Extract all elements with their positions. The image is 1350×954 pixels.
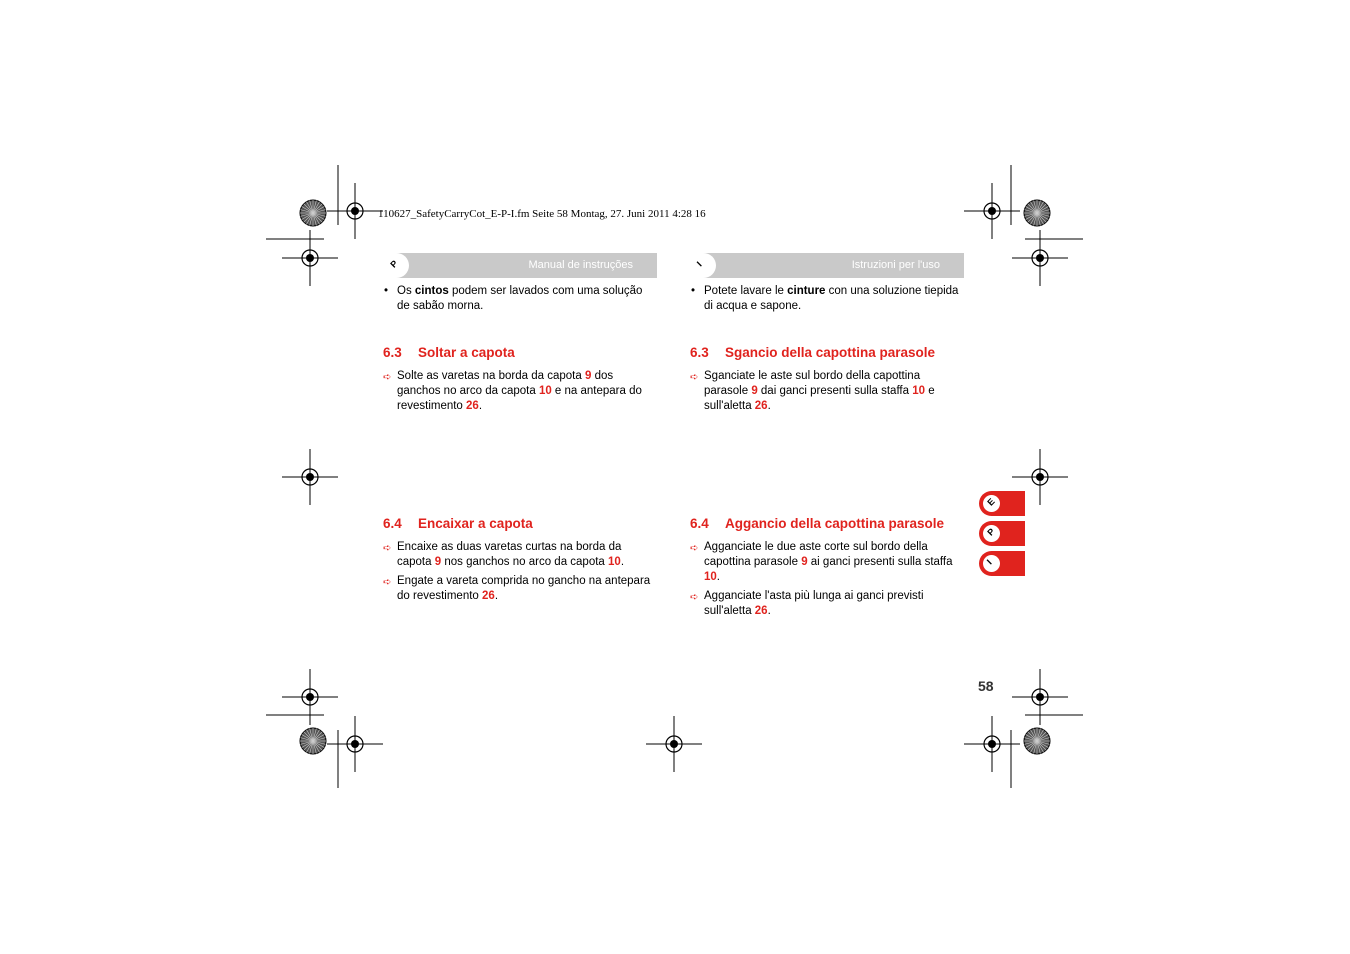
step-item: ➪ Agganciate l'asta più lunga ai ganci previsti sull'aletta 26.: [690, 590, 924, 617]
star-target-icon: [300, 200, 326, 226]
arrow-icon: ➪: [383, 543, 392, 554]
steps-6-4-left: [383, 540, 658, 608]
language-badge-i: I: [690, 253, 716, 278]
section-heading-6-4-right: 6.4 Aggancio della capottina parasole: [690, 516, 945, 531]
lang-tab-e[interactable]: E: [979, 491, 1025, 516]
step-item: ➪ Encaixe as duas varetas curtas na borda da capota 9 nos ganchos no arco da capota 10.: [383, 541, 625, 568]
arrow-icon: ➪: [690, 592, 699, 603]
star-target-icon: [300, 728, 326, 754]
header-title-left: Manual de instruções: [528, 259, 633, 271]
bullet-right: • Potete lavare le cinture con una soluzione tiepida di acqua e sapone.: [691, 285, 959, 312]
step-item: ➪ Engate a vareta comprida no gancho na antepara do revestimento 26.: [383, 575, 651, 602]
steps-6-3-right: [690, 369, 965, 418]
steps-6-4-right: [690, 540, 965, 623]
arrow-icon: ➪: [383, 372, 392, 383]
section-heading-6-4-left: 6.4 Encaixar a capota: [383, 516, 533, 531]
star-target-icon: [1024, 200, 1050, 226]
lang-tab-i[interactable]: I: [979, 551, 1025, 576]
steps-6-3-left: [383, 369, 658, 418]
section-heading-6-3-right: 6.3 Sgancio della capottina parasole: [690, 345, 936, 360]
step-item: ➪ Agganciate le due aste corte sul bordo della capottina parasole 9 ai ganci presenti sulla staffa 10.: [690, 541, 953, 583]
arrow-icon: ➪: [383, 577, 392, 588]
language-badge-p: P: [383, 253, 409, 278]
page-number: 58: [978, 678, 994, 694]
bullet-left: • Os cintos podem ser lavados com uma solução de sabão morna.: [384, 285, 643, 312]
section-heading-6-3-left: 6.3 Soltar a capota: [383, 345, 515, 360]
file-info: 110627_SafetyCarryCot_E-P-I.fm Seite 58 Montag, 27. Juni 2011 4:28 16: [378, 208, 706, 220]
step-item: ➪ Solte as varetas na borda da capota 9 dos ganchos no arco da capota 10 e na antepara do revestimento 26.: [383, 370, 642, 412]
step-item: ➪ Sganciate le aste sul bordo della capottina parasole 9 dai ganci presenti sulla staffa 10 e sull'aletta 26.: [690, 370, 935, 412]
arrow-icon: ➪: [690, 543, 699, 554]
star-target-icon: [1024, 728, 1050, 754]
header-bar-right: [690, 253, 964, 278]
arrow-icon: ➪: [690, 372, 699, 383]
header-title-right: Istruzioni per l'uso: [851, 259, 940, 271]
lang-tab-p[interactable]: P: [979, 521, 1025, 546]
header-bar-left: [383, 253, 657, 278]
